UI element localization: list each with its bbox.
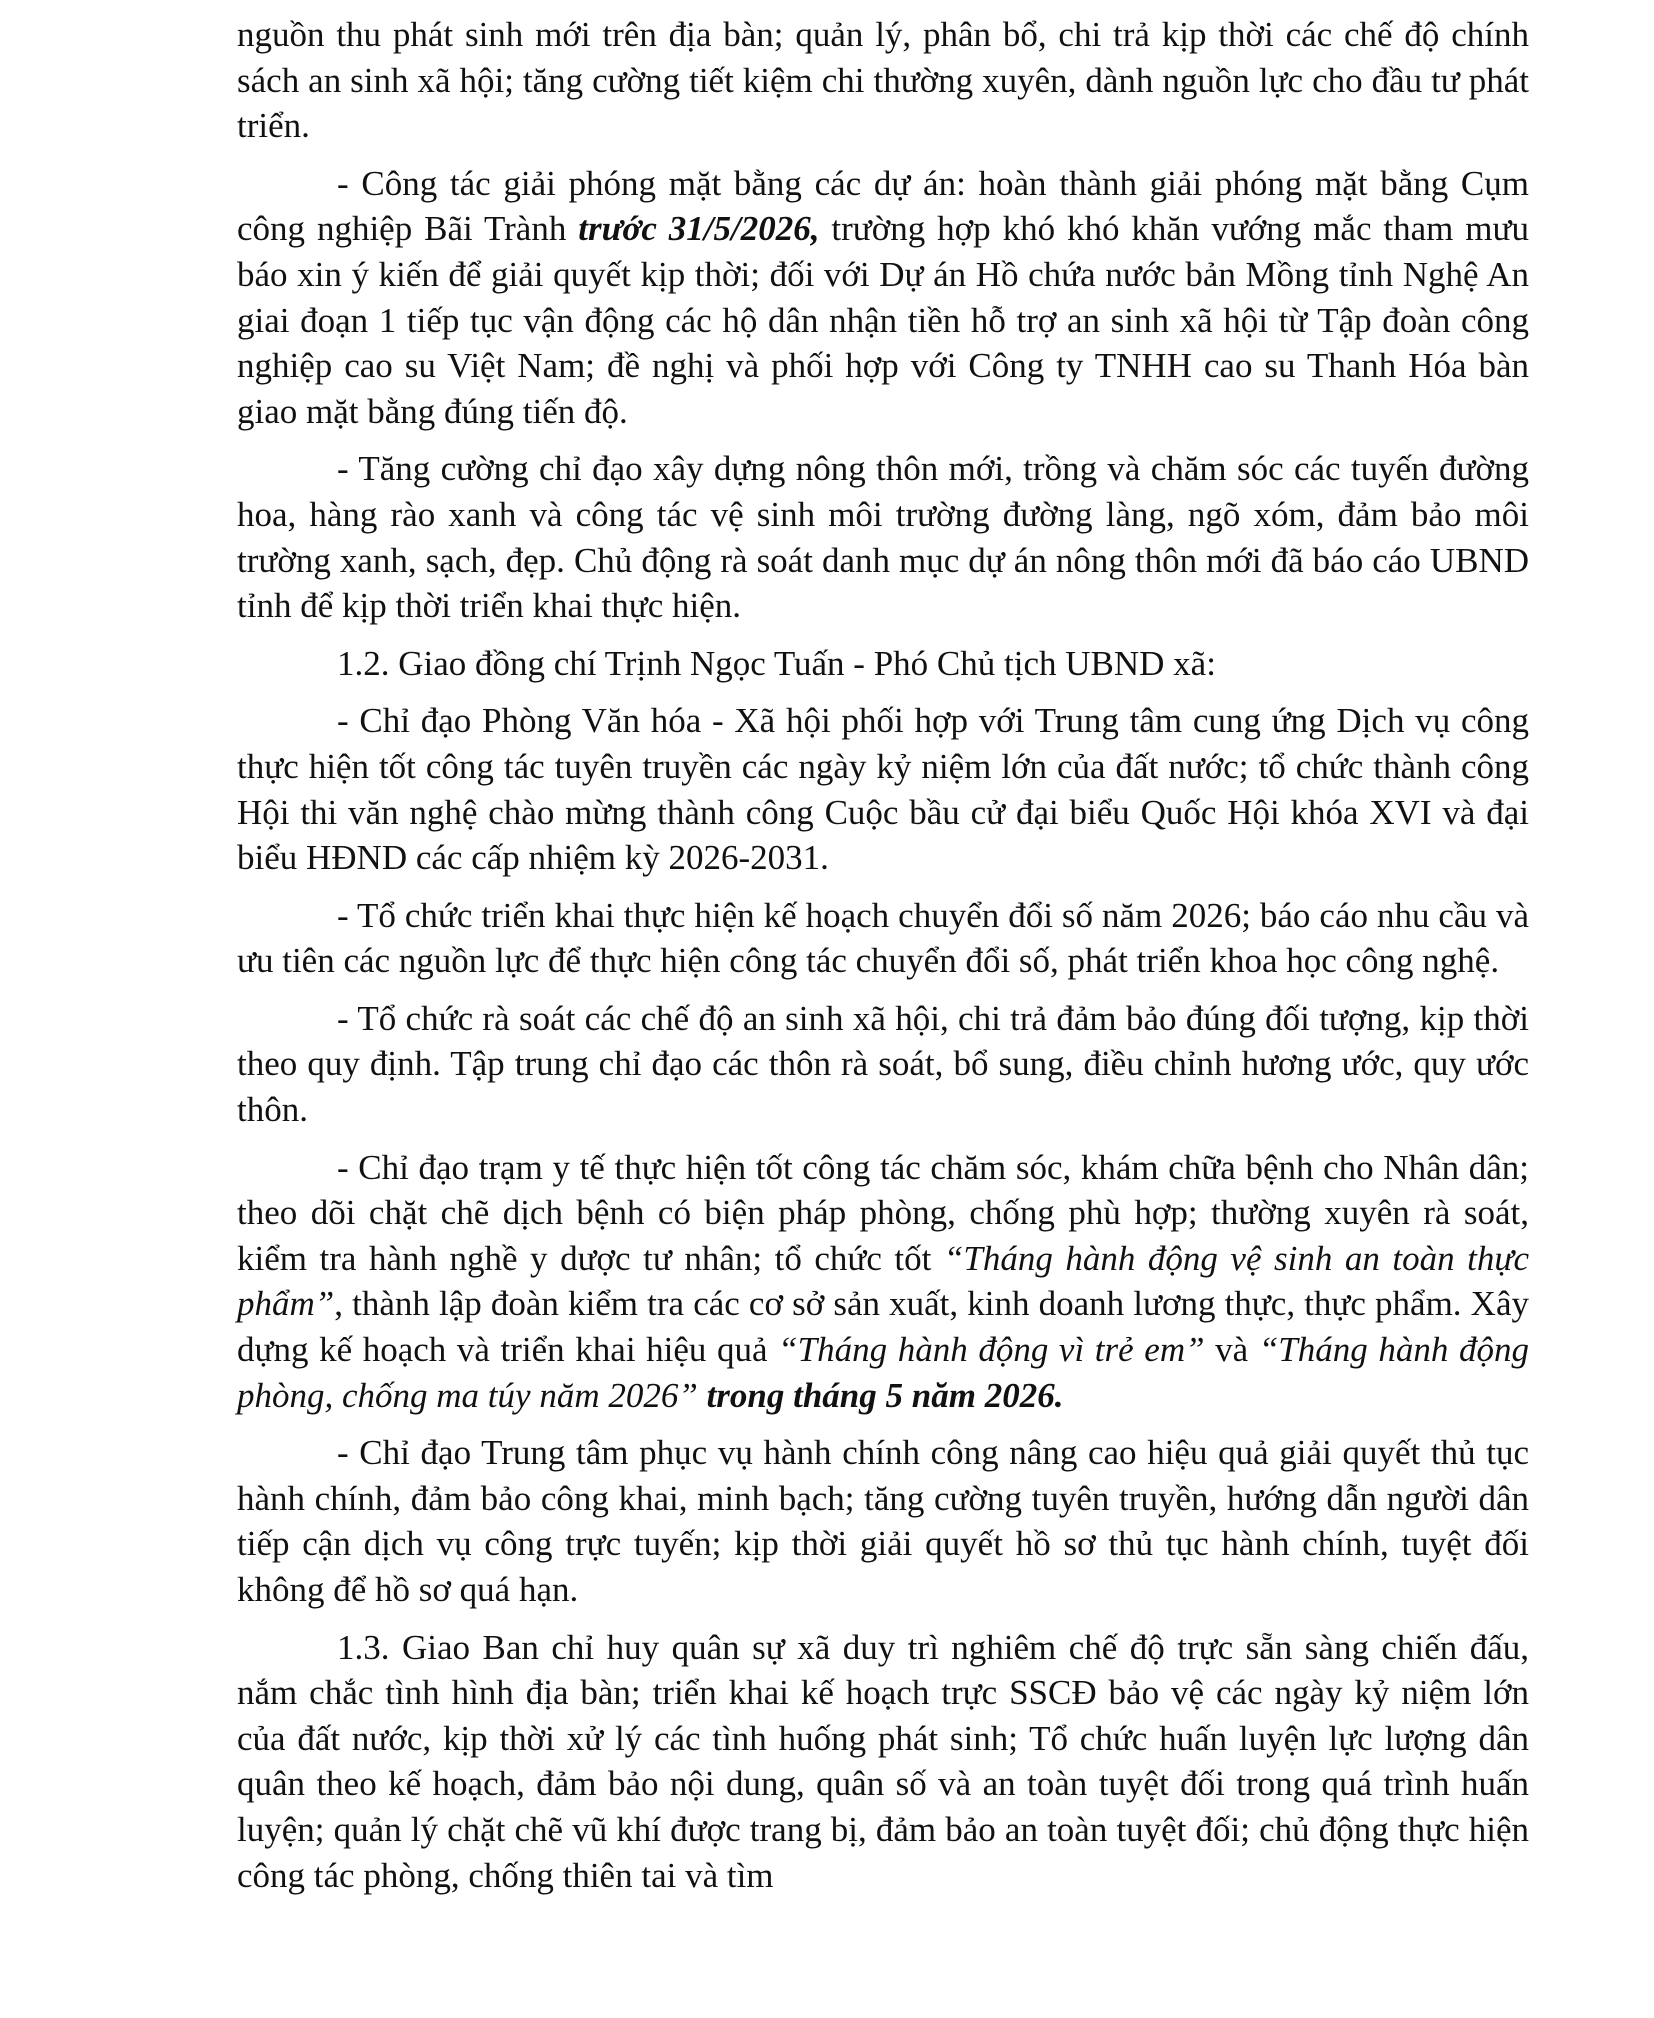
paragraph-text: “Tháng hành động vệ sinh an toàn thực phẩm” xyxy=(237,1238,1529,1324)
paragraph-text: 1.3. Giao Ban chỉ huy quân sự xã duy trì nghiêm chế độ trực sẵn sàng chiến đấu, nắm chắc tình hình địa bàn; triển khai kế hoạch trực SSCĐ bảo vệ các ngày kỷ niệm lớn của đất nước, kịp thời xử lý các tình huống phát sinh; Tổ chức huấn luyện lực lượng dân quân theo kế hoạch, đảm bảo nội dung, quân số và an toàn tuyệt đối trong quá trình huấn luyện; quản lý chặt chẽ vũ khí được trang bị, đảm bảo an toàn tuyệt đối; chủ động thực hiện công tác phòng, chống thiên tai và tìm xyxy=(237,1627,1529,1895)
paragraph-text: nguồn thu phát sinh mới trên địa bàn; quản lý, phân bổ, chi trả kịp thời các chế độ chính sách an sinh xã hội; tăng cường tiết kiệm chi thường xuyên, dành nguồn lực cho đầu tư phát triển. xyxy=(237,15,1529,146)
paragraph-text: - Tổ chức rà soát các chế độ an sinh xã hội, chi trả đảm bảo đúng đối tượng, kịp thời theo quy định. Tập trung chỉ đạo các thôn rà soát, bổ sung, điều chỉnh hương ước, quy ước thôn. xyxy=(237,998,1529,1130)
paragraph-2 xyxy=(237,161,1529,435)
paragraph-4 xyxy=(237,641,1529,687)
paragraph-text: và xyxy=(1204,1330,1259,1370)
paragraph-text: - Chỉ đạo trạm y tế thực hiện tốt công tác chăm sóc, khám chữa bệnh cho Nhân dân; theo dõi chặt chẽ dịch bệnh có biện pháp phòng, chống phù hợp; thường xuyên rà soát, kiểm tra hành nghề y dược tư nhân; tổ chức tốt xyxy=(237,1147,1529,1278)
paragraph-text: trước 31/5/2026, xyxy=(578,209,820,249)
document-page xyxy=(237,12,1529,1910)
paragraph-text: trong tháng 5 năm 2026. xyxy=(697,1375,1064,1415)
paragraph-text: - Tổ chức triển khai thực hiện kế hoạch chuyển đổi số năm 2026; báo cáo nhu cầu và ưu tiên các nguồn lực để thực hiện công tác chuyển đổi số, phát triển khoa học công nghệ. xyxy=(237,895,1529,981)
paragraph-text: 1.2. Giao đồng chí Trịnh Ngọc Tuấn - Phó Chủ tịch UBND xã: xyxy=(337,643,1216,683)
paragraph-text: - Tăng cường chỉ đạo xây dựng nông thôn mới, trồng và chăm sóc các tuyến đường hoa, hàng rào xanh và công tác vệ sinh môi trường đường làng, ngõ xóm, đảm bảo môi trường xanh, sạch, đẹp. Chủ động rà soát danh mục dự án nông thôn mới đã báo cáo UBND tỉnh để kịp thời triển khai thực hiện. xyxy=(237,449,1529,626)
paragraph-text: - Công tác giải phóng mặt bằng các dự án: hoàn thành giải phóng mặt bằng Cụm công nghiệp Bãi Trành xyxy=(237,163,1529,249)
paragraph-8 xyxy=(237,1145,1529,1419)
paragraph-5 xyxy=(237,698,1529,880)
paragraph-6 xyxy=(237,893,1529,984)
paragraph-9 xyxy=(237,1430,1529,1612)
paragraph-1 xyxy=(237,12,1529,149)
paragraph-7 xyxy=(237,996,1529,1133)
paragraph-text: trường hợp khó khó khăn vướng mắc tham mưu báo xin ý kiến để giải quyết kịp thời; đối với Dự án Hồ chứa nước bản Mồng tỉnh Nghệ An giai đoạn 1 tiếp tục vận động các hộ dân nhận tiền hỗ trợ an sinh xã hội từ Tập đoàn công nghiệp cao su Việt Nam; đề nghị và phối hợp với Công ty TNHH cao su Thanh Hóa bàn giao mặt bằng đúng tiến độ. xyxy=(237,209,1529,431)
paragraph-text: - Chỉ đạo Phòng Văn hóa - Xã hội phối hợp với Trung tâm cung ứng Dịch vụ công thực hiện tốt công tác tuyên truyền các ngày kỷ niệm lớn của đất nước; tổ chức thành công Hội thi văn nghệ chào mừng thành công Cuộc bầu cử đại biểu Quốc Hội khóa XVI và đại biểu HĐND các cấp nhiệm kỳ 2026-2031. xyxy=(237,701,1529,878)
paragraph-text: , thành lập đoàn kiểm tra các cơ sở sản xuất, kinh doanh lương thực, thực phẩm. Xây dựng kế hoạch và triển khai hiệu quả xyxy=(237,1284,1529,1370)
paragraph-text: “Tháng hành động vì trẻ em” xyxy=(778,1330,1205,1370)
paragraph-text: “Tháng hành động phòng, chống ma túy năm 2026” xyxy=(237,1330,1529,1415)
paragraph-3 xyxy=(237,446,1529,628)
paragraph-text: - Chỉ đạo Trung tâm phục vụ hành chính công nâng cao hiệu quả giải quyết thủ tục hành chính, đảm bảo công khai, minh bạch; tăng cường tuyên truyền, hướng dẫn người dân tiếp cận dịch vụ công trực tuyến; kịp thời giải quyết hồ sơ thủ tục hành chính, tuyệt đối không để hồ sơ quá hạn. xyxy=(237,1433,1529,1609)
paragraph-10 xyxy=(237,1625,1529,1899)
